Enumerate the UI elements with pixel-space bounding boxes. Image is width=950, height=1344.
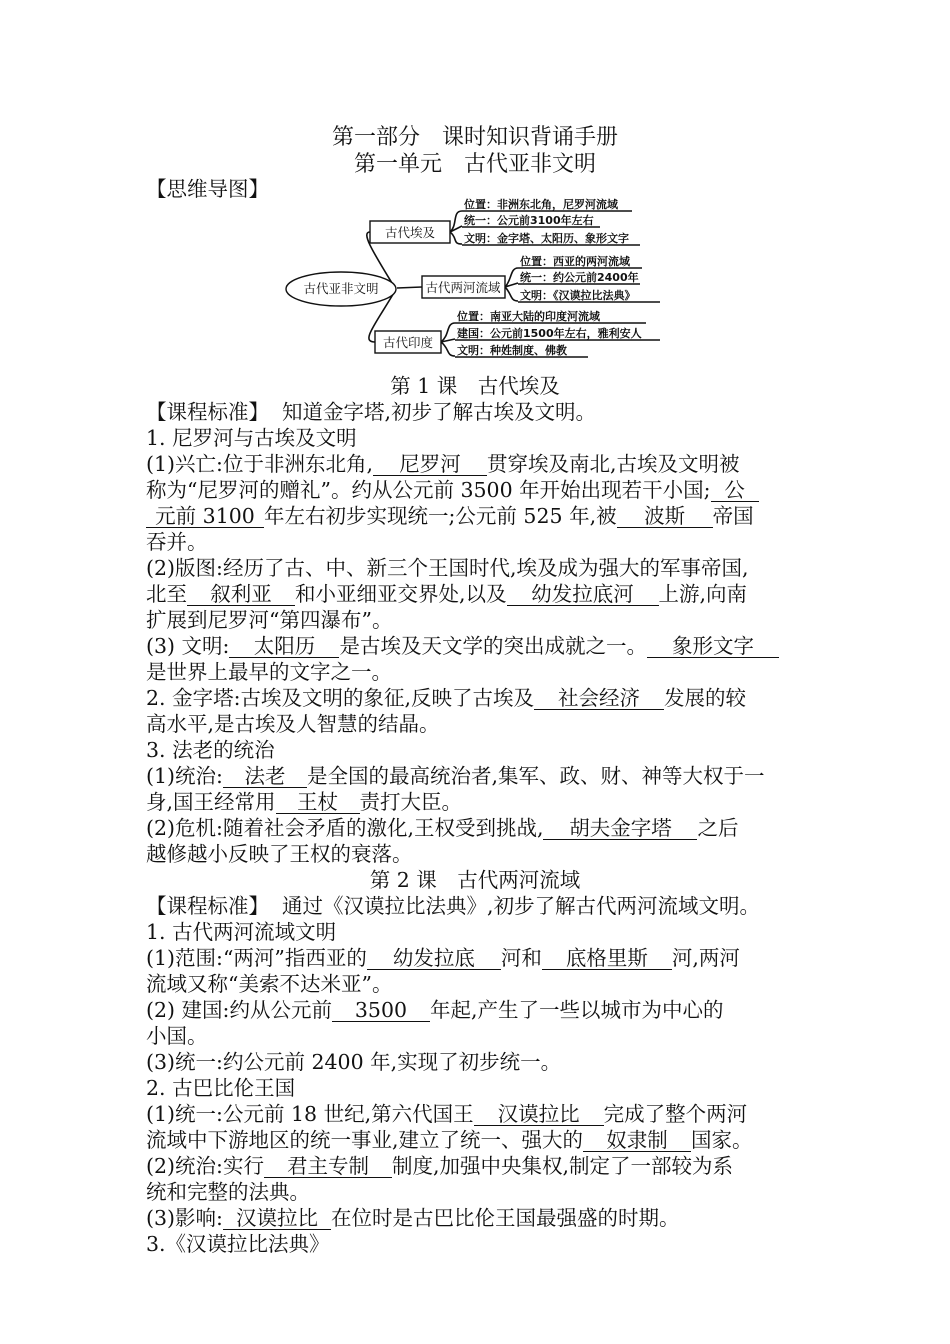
paragraph-line: 统和完整的法典。 [146, 1180, 310, 1204]
answer-blank: 社会经济 [534, 687, 664, 710]
mind-map-connector [441, 342, 455, 356]
paragraph-line: 北至 叙利亚 和小亚细亚交界处,以及 幼发拉底河 上游,向南 [146, 582, 748, 606]
paragraph-line: 流域中下游地区的统一事业,建立了统一、强大的 奴隶制 国家。 [146, 1128, 753, 1152]
lesson1-section-1: 1. 尼罗河与古埃及文明 [146, 426, 357, 450]
paragraph-line: 是世界上最早的文字之一。 [146, 660, 392, 684]
mind-map-root-text: 古代亚非文明 [303, 281, 379, 296]
answer-blank: 君主专制 [264, 1155, 392, 1178]
lesson1-title: 第 1 课 古代埃及 [390, 374, 560, 398]
paragraph-line: (3) 文明: 太阳历 是古埃及天文学的突出成就之一。 象形文字 [146, 633, 814, 659]
paragraph-line: (1)统治: 法老 是全国的最高统治者,集军、政、财、神等大权于一 [146, 764, 765, 788]
paragraph-line: (1)范围:“两河”指西亚的 幼发拉底 河和 底格里斯 河,两河 [146, 946, 740, 970]
paragraph-line: 元前 3100 年左右初步实现统一;公元前 525 年,被 波斯 帝国 [146, 503, 814, 529]
paragraph-line: (1)统一:公元前 18 世纪,第六代国王 汉谟拉比 完成了整个两河 [146, 1102, 748, 1126]
lesson1-section-3: 3. 法老的统治 [146, 738, 275, 762]
mind-map-item: 文明：金字塔、太阳历、象形文字 [464, 232, 629, 245]
answer-blank: 尼罗河 [373, 453, 487, 476]
answer-blank: 公 [711, 479, 759, 502]
mind-map-connector [450, 232, 462, 244]
lesson2-title: 第 2 课 古代两河流域 [369, 868, 581, 892]
answer-blank: 汉谟拉比 [223, 1207, 331, 1230]
mind-map-connector [397, 287, 422, 288]
paragraph-line: (3)影响: 汉谟拉比 在位时是古巴比伦王国最强盛的时期。 [146, 1206, 680, 1230]
paragraph-line: 越修越小反映了王权的衰落。 [146, 842, 413, 866]
answer-blank: 3500 [332, 999, 430, 1022]
part-title: 第一部分 课时知识背诵手册 [331, 125, 619, 150]
paragraph-line: 称为“尼罗河的赠礼”。约从公元前 3500 年开始出现若干小国; 公 [146, 477, 814, 503]
lesson2-section-3: 3.《汉谟拉比法典》 [146, 1232, 330, 1256]
paragraph-line: (1)兴亡:位于非洲东北角, 尼罗河 贯穿埃及南北,古埃及文明被 [146, 452, 740, 476]
answer-blank: 幼发拉底河 [507, 583, 659, 606]
mind-map-branch-label: 古代埃及 [384, 225, 436, 240]
lesson2-section-2: 2. 古巴比伦王国 [146, 1076, 296, 1100]
answer-blank: 底格里斯 [542, 947, 672, 970]
mind-map [0, 0, 950, 370]
paragraph-line: 高水平,是古埃及人智慧的结晶。 [146, 712, 440, 736]
answer-blank: 太阳历 [229, 635, 339, 658]
paragraph-line: 小国。 [146, 1024, 208, 1048]
paragraph-line: (2)危机:随着社会矛盾的激化,王权受到挑战, 胡夫金字塔 之后 [146, 816, 739, 840]
mind-map-branch-label: 古代印度 [382, 335, 434, 350]
answer-blank: 波斯 [617, 505, 713, 528]
paragraph-line: (3)统一:约公元前 2400 年,实现了初步统一。 [146, 1050, 562, 1074]
mind-map-item: 位置：南亚大陆的印度河流域 [457, 310, 600, 323]
paragraph-line: 吞并。 [146, 530, 208, 554]
mind-map-item: 统一：公元前3100年左右 [464, 214, 594, 227]
answer-blank: 元前 3100 [146, 505, 264, 528]
lesson2-section-1: 1. 古代两河流域文明 [146, 920, 337, 944]
answer-blank: 叙利亚 [187, 583, 295, 606]
paragraph-line: 扩展到尼罗河“第四瀑布”。 [146, 608, 393, 632]
mind-map-branch-label: 古代两河流域 [425, 280, 501, 295]
paragraph-line: 流域又称“美索不达米亚”。 [146, 972, 393, 996]
mind-map-item: 统一：约公元前2400年 [520, 271, 639, 284]
mindmap-heading: 【思维导图】 [146, 177, 269, 201]
paragraph-line: (2) 建国:约从公元前 3500 年起,产生了一些以城市为中心的 [146, 998, 724, 1022]
lesson1-standard: 【课程标准】 知道金字塔,初步了解古埃及文明。 [146, 400, 597, 424]
paragraph-line: (2)统治:实行 君主专制 制度,加强中央集权,制定了一部较为系 [146, 1154, 733, 1178]
answer-blank: 汉谟拉比 [474, 1103, 604, 1126]
mind-map-item: 位置：非洲东北角，尼罗河流域 [464, 198, 618, 211]
answer-blank: 奴隶制 [583, 1129, 691, 1152]
paragraph-line: (2)版图:经历了古、中、新三个王国时代,埃及成为强大的军事帝国, [146, 556, 749, 580]
mind-map-connector [505, 287, 518, 301]
mind-map-item: 文明：《汉谟拉比法典》 [520, 289, 636, 302]
mind-map-item: 文明：种姓制度、佛教 [457, 344, 567, 357]
paragraph-line: 身,国王经常用 王杖 责打大臣。 [146, 790, 463, 814]
paragraph-line: 2. 金字塔:古埃及文明的象征,反映了古埃及 社会经济 发展的较 [146, 686, 746, 710]
mind-map-item: 位置：西亚的两河流域 [520, 255, 630, 268]
answer-blank: 象形文字 [647, 635, 779, 658]
unit-title: 第一单元 古代亚非文明 [353, 152, 597, 177]
answer-blank: 幼发拉底 [367, 947, 501, 970]
lesson2-standard: 【课程标准】 通过《汉谟拉比法典》,初步了解古代两河流域文明。 [146, 894, 761, 918]
answer-blank: 法老 [223, 765, 307, 788]
answer-blank: 胡夫金字塔 [543, 817, 697, 840]
answer-blank: 王杖 [276, 791, 360, 814]
mind-map-item: 建国：公元前1500年左右，雅利安人 [457, 327, 642, 340]
